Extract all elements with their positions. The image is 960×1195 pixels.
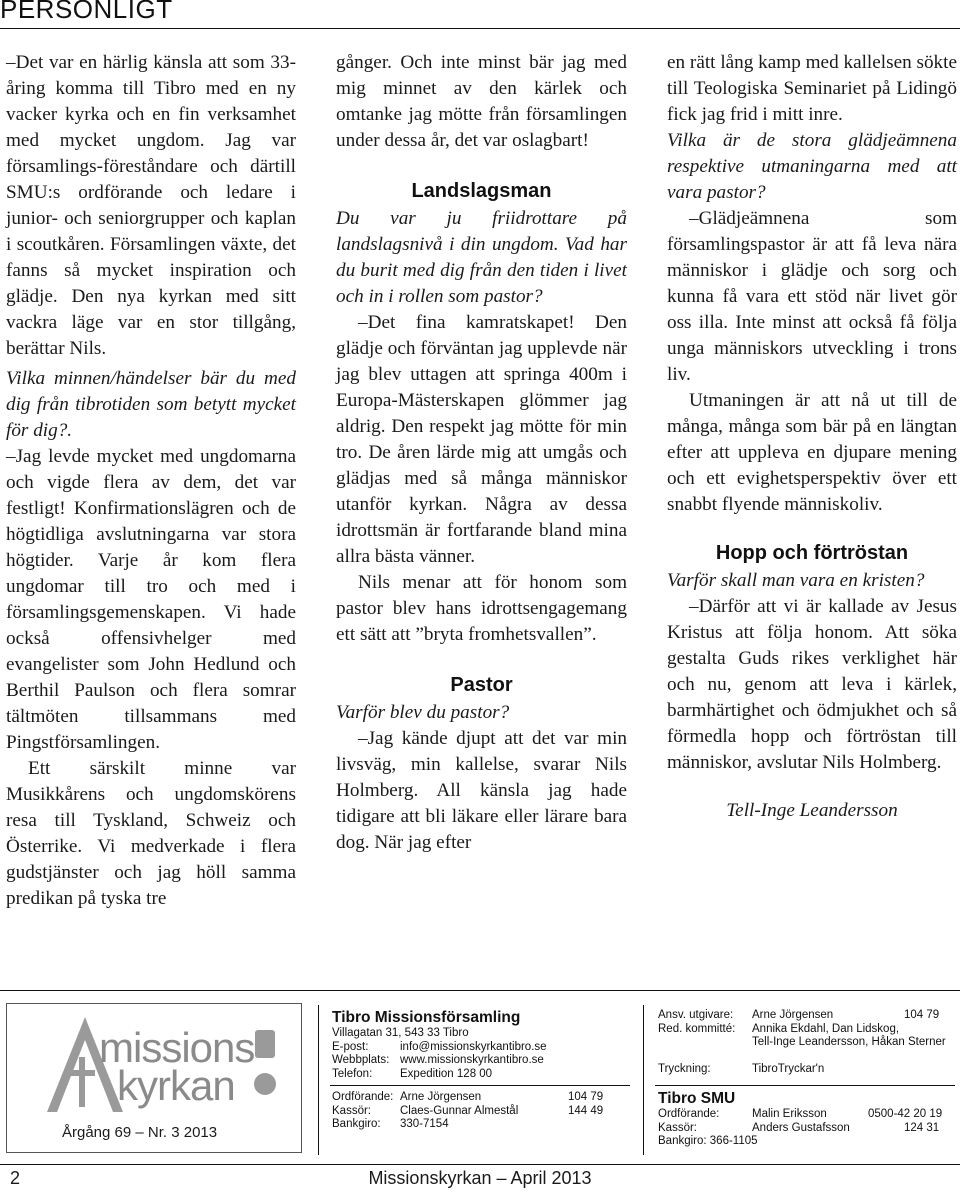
paragraph: gånger. Och inte minst bär jag med mig minnet av den kärlek och omtanke jag mötte från församlingen under dessa år, det var oslagbart! — [336, 52, 627, 151]
issue-label: Årgång 69 – Nr. 3 2013 — [62, 1124, 218, 1141]
missionskyrkan-logo — [37, 1012, 277, 1117]
paragraph: –Det var en härlig känsla att som 33-åring komma till Tibro med en ny vacker kyrka och en fin verksamhet med mycket ungdom. Jag var församlings-föreståndare och därtill SMU:s ordförande och ledare i junior- och seniorgrupper och kaplan i scoutkåren. Församlingen växte, det fanns så mycket inspiration och glädje. Den nya kyrkan med sitt vackra läge var en stor tillgång, berättar Nils. — [6, 52, 296, 359]
smu-name: Anders Gustafsson — [752, 1121, 850, 1134]
header-divider — [0, 28, 960, 29]
footer-separator — [318, 1005, 319, 1155]
officer-name: Claes-Gunnar Almestål — [400, 1104, 519, 1117]
page-number: 2 — [10, 1168, 21, 1188]
paragraph: en rätt lång kamp med kallelsen sökte till Teologiska Seminariet på Lidingö fick jag frid i mitt inre. — [667, 52, 957, 125]
footer-divider — [0, 990, 960, 991]
footer-separator — [643, 1005, 644, 1155]
smu-title: Tibro SMU — [658, 1090, 736, 1107]
paragraph: Utmaningen är att nå ut till de många, många som bär på en längtan efter att uppleva en djupare mening och ett evighetsperspektiv över ett snabbt flyende människoliv. — [667, 390, 957, 515]
officer-name: 330-7154 — [400, 1118, 449, 1130]
website-link[interactable]: www.missionskyrkantibro.se — [400, 1054, 544, 1066]
article-column-2 — [336, 50, 627, 856]
paragraph: –Jag kände djupt att det var min livsväg, min kallelse, svarar Nils Holmberg. All känsla jag hade tidigare att bli läkare eller lärare bara dog. När jag efter — [336, 728, 627, 853]
paragraph: –Glädjeämnena som församlingspastor är att få leva nära människor i glädje och sorg och kunna få vara ett stöd när livet gör oss illa. Inte minst att också få följa unga människors utveckling i trons liv. — [667, 208, 957, 385]
info-label: Telefon: — [332, 1067, 373, 1080]
editorial-value: Tell-Inge Leandersson, Håkan Sterner — [752, 1036, 946, 1048]
paragraph: –Det fina kamratskapet! Den glädje och förväntan jag upplevde när jag blev uttagen att springa 400m i Europa-Mästerskapen glömmer jag aldrig. Den respekt jag mötte för min tro. De åren lärde mig att umgås och glädjas med så många människor utanför kyrkan. Några av dessa idrottsmän är fortfarande bland mina allra bästa vänner. — [336, 312, 627, 567]
article-column-1 — [6, 50, 296, 912]
page-bottom-divider — [0, 1164, 960, 1165]
editorial-label: Ansv. utgivare: — [658, 1009, 734, 1021]
paragraph: –Därför att vi är kallade av Jesus Kristus att följa honom. Att söka gestalta Guds rikes verklighet här och nu, genom att leva i kärlek, barmhärtighet och ödmjukhet och så förmedla hopp och förtröstan till människor, avslutar Nils Holmberg. — [667, 596, 957, 773]
smu-role: Kassör: — [658, 1121, 697, 1134]
publication-footer: Missionskyrkan – April 2013 — [368, 1168, 592, 1188]
info-label: E-post: — [332, 1040, 369, 1053]
org-officers — [332, 1091, 632, 1132]
editorial-label: Red. kommitté: — [658, 1022, 736, 1035]
org-address: Villagatan 31, 543 33 Tibro — [332, 1027, 469, 1039]
article-column-3 — [667, 50, 957, 824]
footer-separator — [655, 1085, 955, 1086]
paragraph: –Jag levde mycket med ungdomarna och vigde flera av dem, det var festligt! Konfirmationslägren och de högtidliga avslutningarna var stora högtider. Varje år kom flera ungdomar till tro och med i församlingsgemenskapen. Vi hade också offensivhelger med evangelister som John Hedlund och Berthil Paulson och flera somrar tältmöten tillsammans med Pingstförsamlingen. — [6, 446, 296, 753]
editorial-value: Annika Ekdahl, Dan Lidskog, — [752, 1022, 900, 1035]
paragraph: Nils menar att för honom som pastor blev hans idrottsengagemang ett sätt att ”bryta fromhetsvallen”. — [336, 572, 627, 645]
section-title: PERSONLIGT — [0, 0, 173, 24]
info-label: Webbplats: — [332, 1054, 390, 1066]
smu-role: Ordförande: — [658, 1108, 720, 1120]
footer-separator — [330, 1085, 630, 1086]
smu-bankgiro: Bankgiro: 366-1105 — [658, 1135, 758, 1147]
org-title: Tibro Missionsförsamling — [332, 1009, 521, 1026]
org-info — [332, 1008, 632, 1081]
officer-role: Ordförande: — [332, 1091, 394, 1103]
subheading-landslagsman: Landslagsman — [411, 180, 552, 202]
officer-phone: 144 49 — [568, 1104, 604, 1117]
info-value: Expedition 128 00 — [400, 1067, 493, 1080]
smu-phone: 0500-42 20 19 — [868, 1108, 943, 1120]
officer-role: Kassör: — [332, 1104, 371, 1117]
paragraph: Ett särskilt minne var Musikkårens och ungdomskörens resa till Tyskland, Schweiz och Österrike. Vi medverkade i flera gudstjänster och jag höll samma predikan på tyska tre — [6, 758, 296, 909]
interview-question: Varför blev du pastor? — [336, 702, 510, 723]
officer-name: Arne Jörgensen — [400, 1091, 482, 1103]
interview-question: Du var ju friidrottare på landslagsnivå i din ungdom. Vad har du burit med dig från den tiden i livet och in i rollen som pastor? — [336, 208, 627, 307]
smu-phone: 124 31 — [904, 1121, 940, 1134]
smu-info — [658, 1089, 958, 1149]
subheading-pastor: Pastor — [450, 674, 513, 696]
logo-text-kyrkan: kyrkan — [117, 1062, 235, 1109]
interview-question: Vilka minnen/händelser bär du med dig från tibrotiden som betytt mycket för dig?. — [6, 368, 296, 441]
email-link[interactable]: info@missionskyrkantibro.se — [400, 1040, 547, 1053]
interview-question: Vilka är de stora glädjeämnena respektive utmaningarna med att vara pastor? — [667, 130, 957, 203]
smu-name: Malin Eriksson — [752, 1108, 827, 1120]
interview-question: Varför skall man vara en kristen? — [667, 570, 925, 591]
author-signature: Tell-Inge Leandersson — [726, 800, 898, 821]
print-value: TibroTryckar'n — [752, 1062, 825, 1075]
officer-role: Bankgiro: — [332, 1118, 381, 1130]
logo-text-missions: missions — [99, 1024, 255, 1071]
subheading-hopp: Hopp och förtröstan — [715, 542, 909, 564]
officer-phone: 104 79 — [568, 1091, 604, 1103]
editorial-info — [658, 1009, 958, 1076]
print-label: Tryckning: — [658, 1062, 711, 1075]
editorial-value: Arne Jörgensen — [752, 1009, 834, 1021]
section-header — [0, 0, 960, 28]
editorial-phone: 104 79 — [904, 1009, 940, 1021]
